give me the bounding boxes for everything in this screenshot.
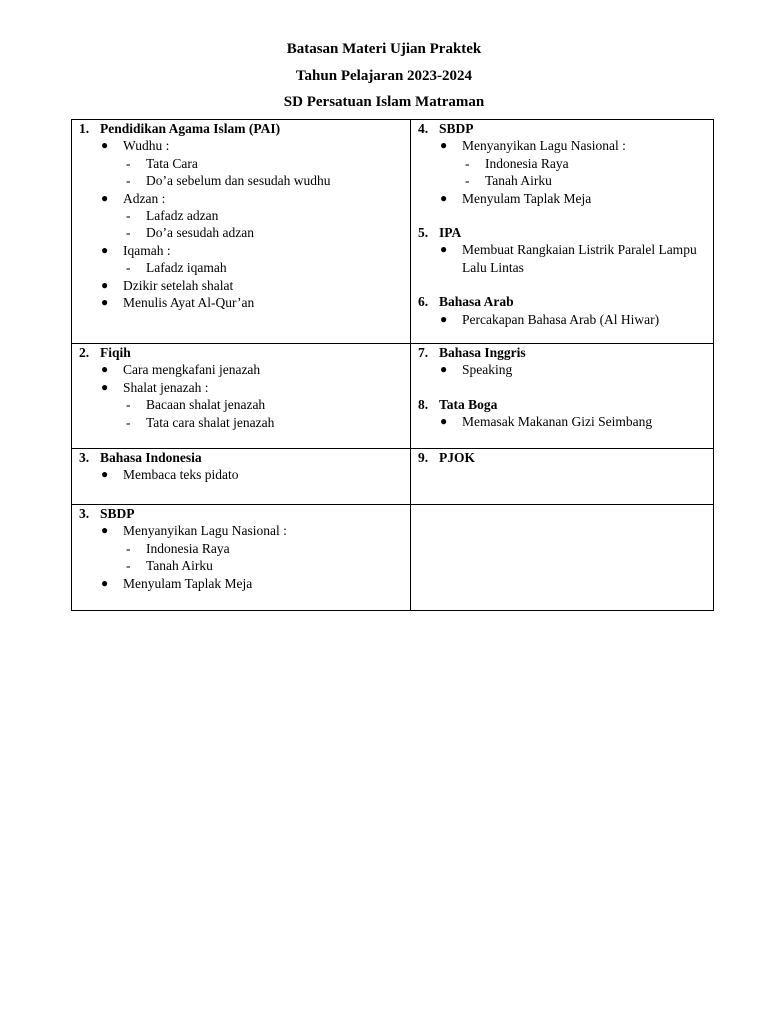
subtopic-list	[123, 396, 406, 431]
subject-heading	[76, 344, 406, 361]
bullet-icon: ●	[101, 575, 109, 590]
subject-title: Bahasa Indonesia	[100, 450, 202, 465]
topic-item	[415, 190, 709, 207]
subject-section	[415, 344, 709, 379]
subtopic-item	[76, 557, 406, 574]
subtopic-list	[462, 155, 709, 190]
school-name: SD Persatuan Islam Matraman	[283, 94, 485, 110]
subject-section	[76, 449, 406, 484]
dash-icon: -	[126, 173, 131, 189]
table-cell	[72, 449, 411, 505]
subtopic-item	[76, 172, 406, 189]
table-cell	[72, 120, 411, 344]
subject-number: 4.	[418, 121, 429, 136]
topic-item	[76, 522, 406, 574]
topic-item	[76, 294, 406, 311]
table-cell	[411, 449, 714, 505]
table-row	[72, 120, 714, 344]
subtopic-item	[76, 155, 406, 172]
subject-title: PJOK	[439, 450, 475, 465]
table-cell	[72, 344, 411, 449]
subject-number: 2.	[79, 345, 90, 360]
subtopic-list	[123, 155, 406, 190]
subject-section	[415, 396, 709, 431]
subtopic-item	[76, 396, 406, 413]
topic-list	[415, 413, 709, 430]
subject-title: Pendidikan Agama Islam (PAI)	[100, 121, 281, 136]
table-row	[72, 505, 714, 611]
subtopic-list	[123, 540, 406, 575]
subject-title: Fiqih	[100, 345, 131, 360]
subtopic-list	[123, 259, 406, 276]
topic-label: Menyanyikan Lagu Nasional :	[462, 138, 626, 154]
topic-list	[76, 466, 406, 483]
bullet-icon: ●	[440, 311, 448, 326]
dash-icon: -	[126, 397, 131, 413]
subject-heading	[415, 293, 709, 310]
subtopic-label: Lafadz adzan	[146, 208, 219, 224]
topic-label: Menulis Ayat Al-Qur’an	[123, 295, 255, 311]
subtopic-item	[415, 155, 709, 172]
subtopic-item	[76, 540, 406, 557]
topic-item	[76, 137, 406, 189]
subject-section	[76, 120, 406, 311]
subtopic-item	[76, 414, 406, 431]
subject-heading	[76, 505, 406, 522]
topic-list	[76, 361, 406, 431]
dash-icon: -	[126, 260, 131, 276]
exam-material-table	[71, 119, 714, 611]
subtopic-label: Lafadz iqamah	[146, 260, 227, 276]
topic-item	[76, 379, 406, 431]
topic-item	[76, 277, 406, 294]
bullet-icon: ●	[101, 523, 109, 538]
dash-icon: -	[126, 155, 131, 171]
topic-label: Shalat jenazah :	[123, 379, 209, 395]
table-cell	[411, 344, 714, 449]
table-cell	[72, 505, 411, 611]
subject-section	[415, 293, 709, 328]
topic-list	[415, 361, 709, 378]
subtopic-list	[123, 207, 406, 242]
topic-item	[415, 137, 709, 189]
topic-label: Cara mengkafani jenazah	[123, 362, 261, 378]
subtopic-label: Tanah Airku	[146, 558, 213, 574]
dash-icon: -	[126, 414, 131, 430]
topic-item	[76, 466, 406, 483]
subtopic-item	[415, 172, 709, 189]
topic-label: Dzikir setelah shalat	[123, 277, 234, 293]
dash-icon: -	[126, 540, 131, 556]
topic-list	[76, 137, 406, 311]
topic-label: Wudhu :	[123, 138, 170, 154]
subject-title: Bahasa Inggris	[439, 345, 526, 360]
bullet-icon: ●	[440, 190, 448, 205]
bullet-icon: ●	[440, 362, 448, 377]
topic-list	[76, 522, 406, 592]
subject-number: 3.	[79, 506, 90, 521]
subject-section	[415, 120, 709, 207]
dash-icon: -	[126, 208, 131, 224]
topic-label: Membuat Rangkaian Listrik Paralel Lampu Lalu Lintas	[462, 242, 697, 275]
subject-number: 7.	[418, 345, 429, 360]
topic-label: Membaca teks pidato	[123, 467, 239, 483]
subtopic-label: Tata cara shalat jenazah	[146, 414, 275, 430]
topic-item	[76, 575, 406, 592]
subject-section	[76, 505, 406, 592]
topic-label: Menyulam Taplak Meja	[123, 575, 253, 591]
subject-heading	[415, 396, 709, 413]
subject-section	[415, 449, 709, 466]
subject-heading	[415, 449, 709, 466]
topic-item	[415, 413, 709, 430]
topic-item	[415, 241, 709, 276]
subject-title: Tata Boga	[439, 396, 498, 412]
subject-section	[415, 224, 709, 276]
topic-item	[415, 361, 709, 378]
table-row	[72, 344, 714, 449]
topic-label: Percakapan Bahasa Arab (Al Hiwar)	[462, 311, 660, 327]
subtopic-label: Tanah Airku	[485, 173, 552, 189]
bullet-icon: ●	[440, 242, 448, 257]
bullet-icon: ●	[101, 467, 109, 482]
topic-item	[415, 311, 709, 328]
subject-number: 8.	[418, 396, 429, 412]
subtopic-item	[76, 224, 406, 241]
table-cell	[411, 120, 714, 344]
topic-label: Iqamah :	[123, 242, 171, 258]
academic-year: Tahun Pelajaran 2023-2024	[295, 67, 473, 84]
subject-number: 1.	[79, 121, 90, 136]
bullet-icon: ●	[440, 138, 448, 153]
topic-label: Memasak Makanan Gizi Seimbang	[462, 414, 653, 430]
subject-number: 6.	[418, 294, 429, 310]
subtopic-item	[76, 259, 406, 276]
subject-heading	[415, 120, 709, 137]
section-spacer	[415, 207, 709, 224]
bullet-icon: ●	[101, 138, 109, 153]
bullet-icon: ●	[101, 362, 109, 377]
topic-list	[415, 241, 709, 276]
section-spacer	[415, 379, 709, 396]
subject-heading	[415, 344, 709, 361]
bullet-icon: ●	[101, 379, 109, 394]
subtopic-label: Do’a sebelum dan sesudah wudhu	[146, 173, 331, 189]
subject-heading	[415, 224, 709, 241]
topic-label: Adzan :	[123, 190, 166, 206]
document-title-block	[0, 36, 768, 116]
topic-item	[76, 361, 406, 378]
subtopic-item	[76, 207, 406, 224]
subject-title: IPA	[439, 225, 462, 241]
dash-icon: -	[126, 225, 131, 241]
subject-heading	[76, 120, 406, 137]
topic-label: Menyanyikan Lagu Nasional :	[123, 523, 287, 539]
table-row	[72, 449, 714, 505]
topic-list	[415, 311, 709, 328]
subtopic-label: Tata Cara	[146, 155, 198, 171]
bullet-icon: ●	[101, 190, 109, 205]
subject-title: Bahasa Arab	[439, 294, 514, 310]
dash-icon: -	[465, 155, 470, 171]
subject-title: SBDP	[439, 121, 474, 136]
subtopic-label: Do’a sesudah adzan	[146, 225, 254, 241]
subject-title: SBDP	[100, 506, 135, 521]
bullet-icon: ●	[101, 277, 109, 292]
topic-item	[76, 190, 406, 242]
subtopic-label: Indonesia Raya	[146, 540, 230, 556]
subject-number: 9.	[418, 450, 429, 465]
bullet-icon: ●	[101, 242, 109, 257]
subject-number: 5.	[418, 225, 429, 241]
subtopic-label: Bacaan shalat jenazah	[146, 397, 266, 413]
topic-item	[76, 242, 406, 277]
subject-number: 3.	[79, 450, 90, 465]
subtopic-label: Indonesia Raya	[485, 155, 569, 171]
bullet-icon: ●	[440, 414, 448, 429]
subject-section	[76, 344, 406, 431]
table-cell	[411, 505, 714, 611]
bullet-icon: ●	[101, 295, 109, 310]
dash-icon: -	[465, 173, 470, 189]
document-title: Batasan Materi Ujian Praktek	[286, 41, 482, 57]
topic-list	[415, 137, 709, 207]
subject-heading	[76, 449, 406, 466]
section-spacer	[415, 276, 709, 293]
topic-label: Menyulam Taplak Meja	[462, 190, 592, 206]
dash-icon: -	[126, 558, 131, 574]
topic-label: Speaking	[462, 362, 513, 378]
